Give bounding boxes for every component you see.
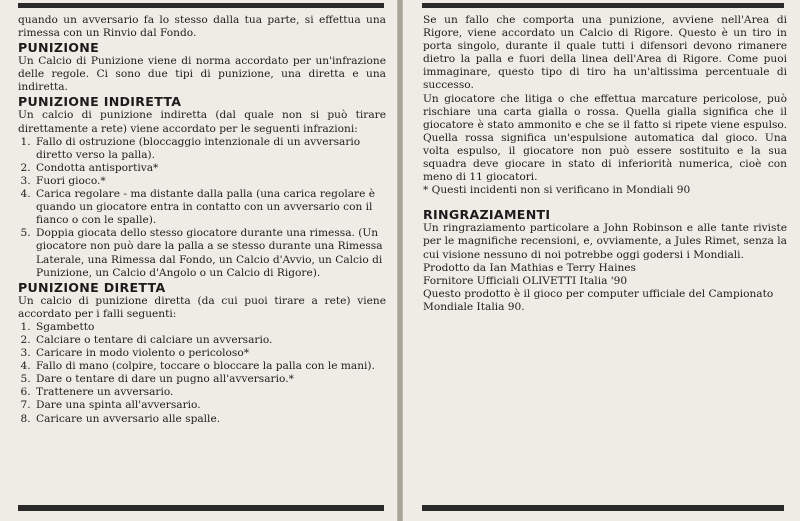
right-page-content: [423, 14, 787, 314]
heading-ringraziamenti: RINGRAZIAMENTI: [423, 207, 551, 223]
list-item: 6. Trattenere un avversario.: [34, 386, 386, 399]
heading-punizione: PUNIZIONE: [18, 40, 100, 56]
list-item: 5. Dare o tentare di dare un pugno all'avversario.*: [34, 373, 386, 386]
left-page-content: [18, 14, 386, 426]
list-item: 5. Doppia giocata dello stesso giocatore durante una rimessa. (Un giocatore non può dare la palla a se stesso durante una Rimessa Laterale, una Rimessa dal Fondo, un Calcio d'Avvio, un Calcio di Punizione, un Calcio d'Angolo o un Calcio di Rigore).: [34, 227, 386, 279]
bottom-rule-left: [18, 505, 384, 511]
left-page: [0, 0, 398, 521]
bottom-rule-right: [422, 505, 784, 511]
credit-official: Questo prodotto è il gioco per computer ufficiale del Campionato Mondiale Italia 90.: [423, 287, 774, 313]
right-page: [402, 0, 800, 521]
list-item: 3. Caricare in modo violento o pericoloso*: [34, 347, 386, 360]
list-item: 3. Fuori gioco.*: [34, 175, 386, 188]
list-item: 2. Condotta antisportiva*: [34, 162, 386, 175]
credit-supplier: Fornitore Ufficiali OLIVETTI Italia '90: [423, 274, 628, 287]
list-item: 4. Fallo di mano (colpire, toccare o bloccare la palla con le mani).: [34, 360, 386, 373]
indirect-fouls-list: [18, 136, 386, 280]
spacer: [423, 197, 787, 207]
list-item: 1. Fallo di ostruzione (bloccaggio intenzionale di un avversario diretto verso la palla).: [34, 136, 386, 162]
top-rule-right: [422, 3, 784, 8]
intro-paragraph: quando un avversario fa lo stesso dalla tua parte, si effettua una rimessa con un Rinvio dal Fondo.: [18, 14, 386, 40]
punizione-paragraph: Un Calcio di Punizione viene di norma accordato per un'infrazione delle regole. Ci sono due tipi di punizione, una diretta e una indiretta.: [18, 55, 386, 94]
list-item: 8. Caricare un avversario alle spalle.: [34, 413, 386, 426]
punizione-indiretta-paragraph: Un calcio di punizione indiretta (dal quale non si può tirare direttamente a rete) viene accordato per le seguenti infrazioni:: [18, 109, 386, 135]
heading-punizione-diretta: PUNIZIONE DIRETTA: [18, 279, 166, 295]
list-item: 7. Dare una spinta all'avversario.: [34, 399, 386, 412]
punizione-diretta-paragraph: Un calcio di punizione diretta (da cui puoi tirare a rete) viene accordato per i falli seguenti:: [18, 294, 386, 320]
thanks-paragraph: Un ringraziamento particolare a John Robinson e alle tante riviste per le magnifiche recensioni, e, ovviamente, a Jules Rimet, senza la cui visione nessuno di noi potrebbe oggi godersi i Mondiali.: [423, 222, 787, 261]
direct-fouls-list: [18, 321, 386, 426]
list-item: 1. Sgambetto: [34, 321, 386, 334]
credit-producer: Prodotto da Ian Mathias e Terry Haines: [423, 261, 636, 274]
list-item: 2. Calciare o tentare di calciare un avversario.: [34, 334, 386, 347]
top-rule-left: [18, 3, 384, 8]
list-item: 4. Carica regolare - ma distante dalla palla (una carica regolare è quando un giocatore entra in contatto con un avversario con il fianco o con le spalle).: [34, 188, 386, 227]
heading-punizione-indiretta: PUNIZIONE INDIRETTA: [18, 94, 182, 110]
footnote: * Questi incidenti non si verificano in Mondiali 90: [423, 184, 691, 197]
penalty-paragraph: Se un fallo che comporta una punizione, avviene nell'Area di Rigore, viene accordato un Calcio di Rigore. Questo è un tiro in porta singolo, durante il quale tutti i difensori devono rimanere dietro la palla e fuori della linea dell'Area di Rigore. Come puoi immaginare, questo tipo di tiro ha un'altissima percentuale di successo.: [423, 14, 787, 92]
cards-paragraph: Un giocatore che litiga o che effettua marcature pericolose, può rischiare una carta gialla o rossa. Quella gialla significa che il giocatore è stato ammonito e che se il fatto si ripete viene espulso. Quella rossa significa un'espulsione automatica dal gioco. Una volta espulso, il giocatore non può essere sostituito e la sua squadra deve giocare in stato di inferiorità numerica, cioè con meno di 11 giocatori.: [423, 92, 787, 184]
